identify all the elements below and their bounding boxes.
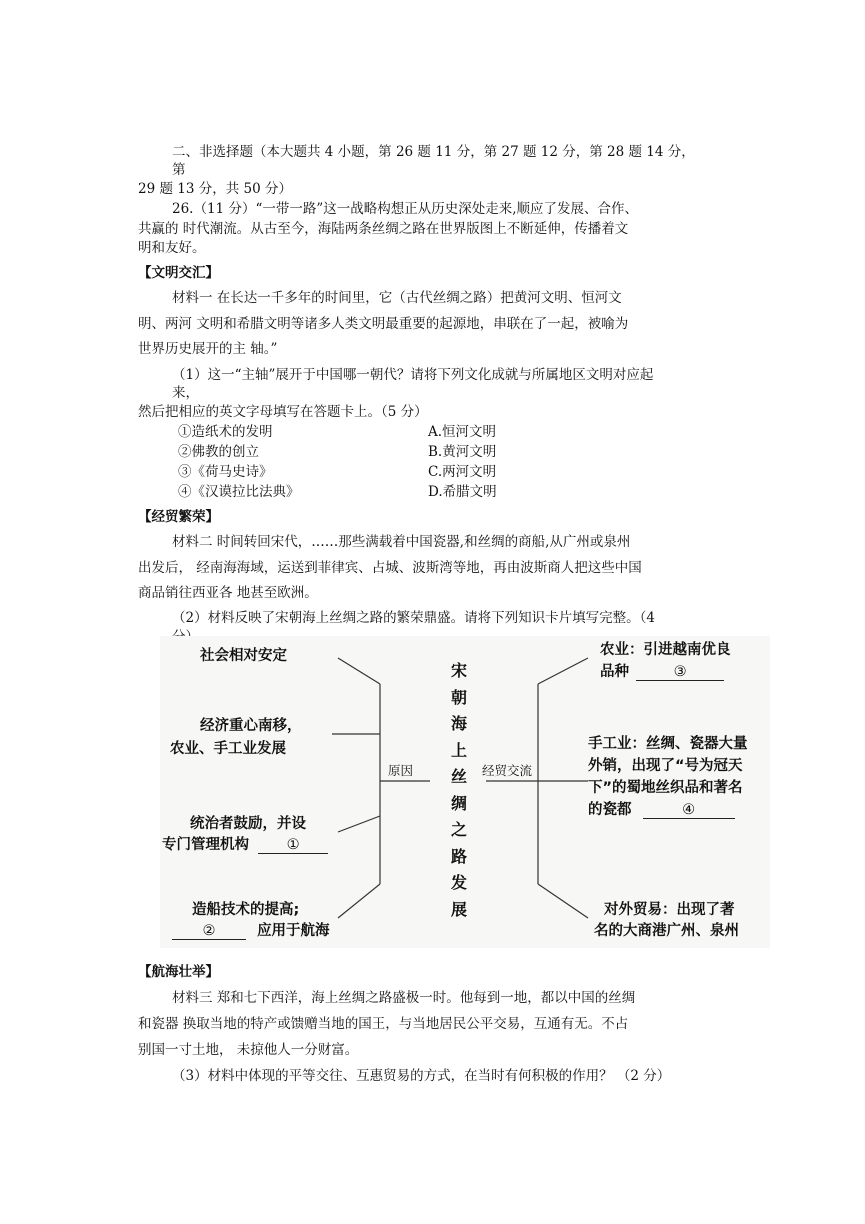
match-right-item: C.两河文明 bbox=[428, 464, 497, 480]
match-left-item: ①造纸术的发明 bbox=[178, 424, 273, 440]
match-right-item: B.黄河文明 bbox=[428, 444, 497, 460]
q26-intro-line2: 共赢的 时代潮流。从古至今，海陆两条丝绸之路在世界版图上不断延伸，传播着文 bbox=[138, 221, 629, 237]
cause-shipbuilding-line1: 造船技术的提高; bbox=[192, 902, 300, 918]
trade-handicraft-line3: 下”的蜀地丝织品和著名 bbox=[588, 780, 743, 796]
material-1-line2: 明、两河 文明和希腊文明等诸多人类文明最重要的起源地，串联在了一起，被喻为 bbox=[138, 316, 629, 332]
label-jingmao-jiaoliu: 经贸交流 bbox=[482, 763, 533, 778]
section-header-line2: 29 题 13 分，共 50 分） bbox=[138, 181, 292, 197]
q26-intro-line3: 明和友好。 bbox=[138, 240, 206, 256]
question-3: （3）材料中体现的平等交往、互惠贸易的方式，在当时有何积极的作用？ （2 分） bbox=[172, 1068, 671, 1084]
question-1-line1: （1）这一“主轴”展开于中国哪一朝代？请将下列文化成就与所属地区文明对应起 bbox=[172, 367, 654, 383]
diagram-center-title bbox=[446, 658, 472, 923]
material-2-line2: 出发后， 经南海海域，运送到菲律宾、占城、波斯湾等地，再由波斯商人把这些中国 bbox=[138, 560, 642, 576]
blank-1: ① bbox=[258, 837, 328, 854]
center-char: 朝 bbox=[450, 687, 467, 707]
center-char: 海 bbox=[450, 714, 467, 733]
cause-ruler-encourage-line1: 统治者鼓励，并设 bbox=[190, 816, 306, 832]
material-1-line3: 世界历史展开的主 轴。” bbox=[138, 341, 278, 357]
material-1-line1: 材料一 在长达一千多年的时间里，它（古代丝绸之路）把黄河文明、恒河文 bbox=[172, 290, 622, 306]
material-2-line3: 商品销往西亚各 地甚至欧洲。 bbox=[138, 585, 318, 601]
heading-wenming: 【文明交汇】 bbox=[138, 265, 219, 281]
cause-ruler-encourage-line2 bbox=[162, 835, 328, 855]
center-char: 之 bbox=[450, 820, 467, 839]
match-left-item: ④《汉谟拉比法典》 bbox=[178, 484, 300, 500]
trade-foreign-line2: 名的大商港广州、泉州 bbox=[594, 923, 739, 939]
trade-agriculture-line2 bbox=[600, 662, 724, 682]
heading-jingmao: 【经贸繁荣】 bbox=[138, 509, 219, 525]
center-char: 上 bbox=[450, 740, 467, 760]
center-char: 展 bbox=[450, 899, 467, 919]
trade-agriculture-text: 品种 bbox=[600, 664, 629, 680]
blank-2: ② bbox=[172, 923, 246, 940]
match-left-item: ③《荷马史诗》 bbox=[178, 464, 273, 480]
trade-foreign-line1: 对外贸易：出现了著 bbox=[604, 902, 735, 918]
cause-ruler-encourage-text: 专门管理机构 bbox=[162, 837, 249, 853]
match-left-item: ②佛教的创立 bbox=[178, 444, 259, 460]
question-1-line1b: 来， bbox=[172, 385, 199, 401]
trade-handicraft-line1: 手工业：丝绸、瓷器大量 bbox=[588, 736, 748, 752]
center-char: 路 bbox=[450, 846, 467, 866]
cause-economic-shift-line1: 经济重心南移， bbox=[200, 718, 302, 734]
trade-handicraft-line2: 外销，出现了“号为冠天 bbox=[588, 758, 743, 774]
question-2-line1: （2）材料反映了宋朝海上丝绸之路的繁荣鼎盛。请将下列知识卡片填写完整。（4 bbox=[172, 610, 655, 626]
center-char: 发 bbox=[450, 873, 467, 892]
heading-hanghai: 【航海壮举】 bbox=[138, 964, 219, 980]
match-right-item: D.希腊文明 bbox=[428, 484, 497, 500]
blank-4: ④ bbox=[643, 802, 735, 819]
center-char: 宋 bbox=[450, 661, 467, 680]
material-3-line2: 和瓷器 换取当地的特产或馈赠当地的国王，与当地居民公平交易，互通有无。不占 bbox=[138, 1016, 629, 1032]
blank-3: ③ bbox=[636, 664, 724, 681]
section-header-line1b: 第 bbox=[172, 162, 186, 178]
cause-shipbuilding-text: 应用于航海 bbox=[257, 923, 330, 939]
center-char: 丝 bbox=[450, 767, 467, 786]
q26-intro-line1: 26.（11 分）“一带一路”这一战略构想正从历史深处走来,顺应了发展、合作、 bbox=[172, 201, 639, 217]
cause-shipbuilding-line2 bbox=[172, 921, 330, 941]
trade-agriculture-line1: 农业：引进越南优良 bbox=[600, 642, 731, 658]
question-1-line2: 然后把相应的英文字母填写在答题卡上。（5 分） bbox=[138, 404, 428, 420]
material-3-line1: 材料三 郑和七下西洋，海上丝绸之路盛极一时。他每到一地，都以中国的丝绸 bbox=[172, 990, 636, 1006]
cause-social-stability: 社会相对安定 bbox=[200, 648, 287, 664]
trade-handicraft-text: 的瓷都 bbox=[588, 802, 632, 818]
match-right-item: A.恒河文明 bbox=[428, 424, 497, 440]
knowledge-card-diagram bbox=[160, 636, 770, 948]
label-yuanyin: 原因 bbox=[388, 763, 414, 778]
trade-handicraft-line4 bbox=[588, 800, 735, 820]
material-3-line3: 别国一寸土地， 未掠他人一分财富。 bbox=[138, 1042, 359, 1058]
center-char: 绸 bbox=[450, 793, 467, 813]
material-2-line1: 材料二 时间转回宋代，……那些满载着中国瓷器,和丝绸的商船,从广州或泉州 bbox=[172, 534, 631, 550]
cause-economic-shift-line2: 农业、手工业发展 bbox=[170, 741, 286, 757]
section-header-line1: 二、非选择题（本大题共 4 小题，第 26 题 11 分，第 27 题 12 分，第 28 题 14 分， bbox=[172, 144, 695, 160]
